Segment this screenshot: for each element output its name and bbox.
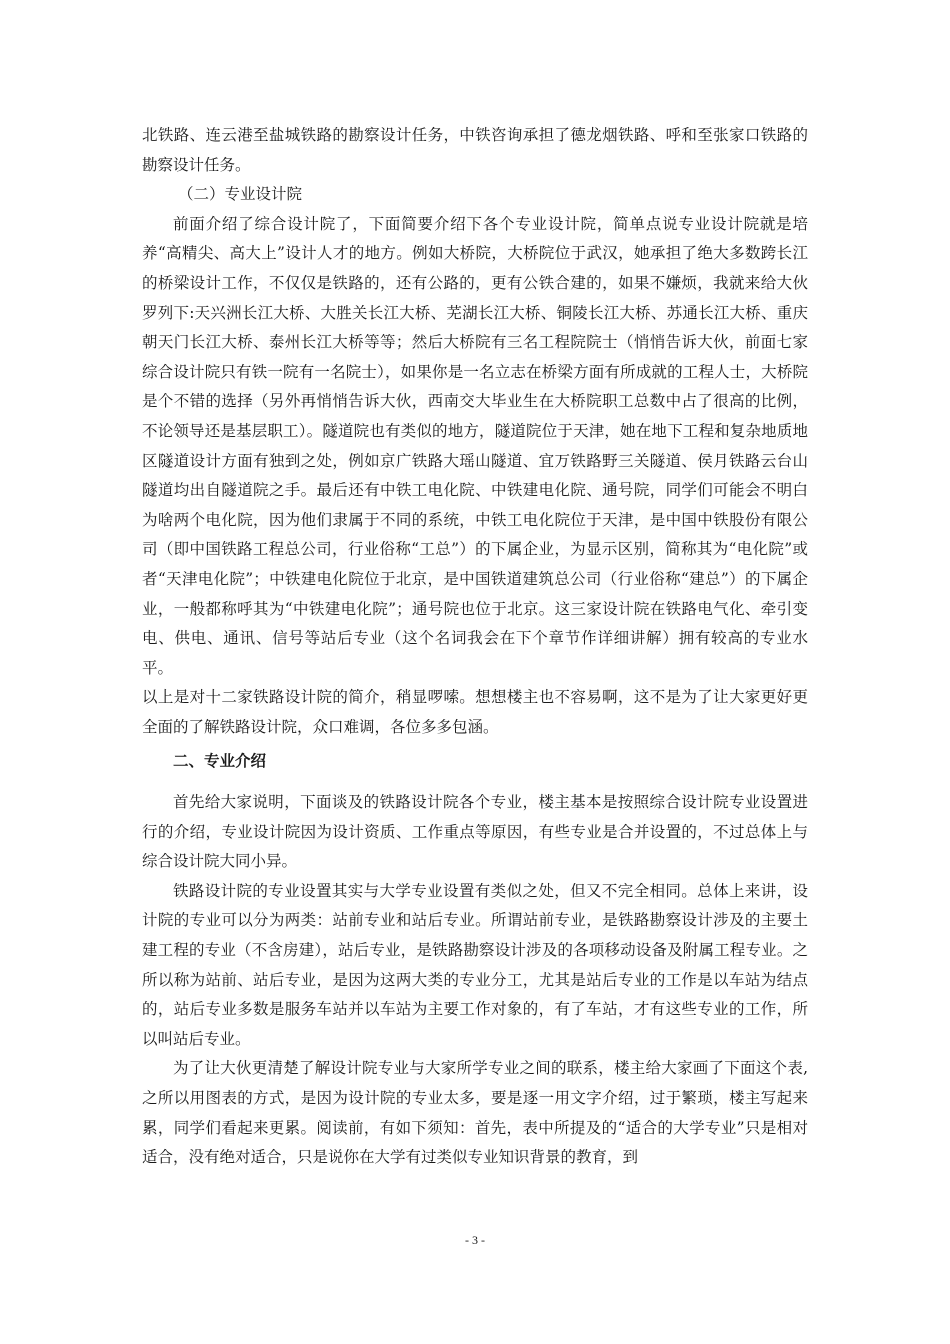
spacer bbox=[142, 780, 808, 788]
page-number: - 3 - bbox=[465, 1233, 485, 1247]
page-body bbox=[142, 121, 808, 1173]
paragraph-summary: 以上是对十二家铁路设计院的简介，稍显啰嗦。想想楼主也不容易啊，这不是为了让大家更好更全面的了解铁路设计院，众口难调，各位多多包涵。 bbox=[142, 688, 808, 736]
paragraph-table-note: 为了让大伙更清楚了解设计院专业与大家所学专业之间的联系，楼主给大家画了下面这个表,之所以用图表的方式，是因为设计院的专业太多，要是逐一用文字介绍，过于繁琐，楼主写起来累，同学们看起来更累。阅读前，有如下须知：首先，表中所提及的“适合的大学专业”只是相对适合，没有绝对适合，只是说你在大学有过类似专业知识背景的教育，到 bbox=[142, 1059, 808, 1167]
paragraph-continued: 北铁路、连云港至盐城铁路的勘察设计任务，中铁咨询承担了德龙烟铁路、呼和至张家口铁路的勘察设计任务。 bbox=[142, 126, 808, 174]
paragraph-specialty-types: 铁路设计院的专业设置其实与大学专业设置有类似之处，但又不完全相同。总体上来讲，设计院的专业可以分为两类：站前专业和站后专业。所谓站前专业，是铁路勘察设计涉及的主要土建工程的专业（不含房建），站后专业，是铁路勘察设计涉及的各项移动设备及附属工程专业。之所以称为站前、站后专业，是因为这两大类的专业分工，尤其是站后专业的工作是以车站为结点的，站后专业多数是服务车站并以车站为主要工作对象的，有了车站，才有这些专业的工作，所以叫站后专业。 bbox=[142, 881, 808, 1048]
section-heading: 二、专业介绍 bbox=[173, 751, 267, 771]
paragraph-professional-institutes: 前面介绍了综合设计院了，下面简要介绍下各个专业设计院，简单点说专业设计院就是培养“高精尖、高大上”设计人才的地方。例如大桥院，大桥院位于武汉，她承担了绝大多数跨长江的桥梁设计工作，不仅仅是铁路的，还有公路的，更有公铁合建的，如果不嫌烦，我就来给大伙罗列下:天兴洲长江大桥、大胜关长江大桥、芜湖长江大桥、铜陵长江大桥、苏通长江大桥、重庆朝天门长江大桥、泰州长江大桥等等；然后大桥院有三名工程院院士（悄悄告诉大伙，前面七家综合设计院只有铁一院有一名院士），如果你是一名立志在桥梁方面有所成就的工程人士，大桥院是个不错的选择（另外再悄悄告诉大伙，西南交大毕业生在大桥院职工总数中占了很高的比例，不论领导还是基层职工）。隧道院也有类似的地方，隧道院位于天津，她在地下工程和复杂地质地区隧道设计方面有独到之处，例如京广铁路大瑶山隧道、宜万铁路野三关隧道、侯月铁路云台山隧道均出自隧道院之手。最后还有中铁工电化院、中铁建电化院、通号院，同学们可能会不明白为啥两个电化院，因为他们隶属于不同的系统，中铁工电化院位于天津，是中国中铁股份有限公司（即中国铁路工程总公司，行业俗称“工总”）的下属企业，为显示区别，简称其为“电化院”或者“天津电化院”；中铁建电化院位于北京，是中国铁道建筑总公司（行业俗称“建总”）的下属企业，一般都称呼其为“中铁建电化院”；通号院也位于北京。这三家设计院在铁路电气化、牵引变电、供电、通讯、信号等站后专业（这个名词我会在下个章节作详细讲解）拥有较高的专业水平。 bbox=[142, 214, 808, 677]
paragraph-intro: 首先给大家说明，下面谈及的铁路设计院各个专业，楼主基本是按照综合设计院专业设置进行的介绍，专业设计院因为设计资质、工作重点等原因，有些专业是合并设置的，不过总体上与综合设计院大同小异。 bbox=[142, 793, 808, 871]
subsection-heading: （二）专业设计院 bbox=[178, 185, 303, 204]
